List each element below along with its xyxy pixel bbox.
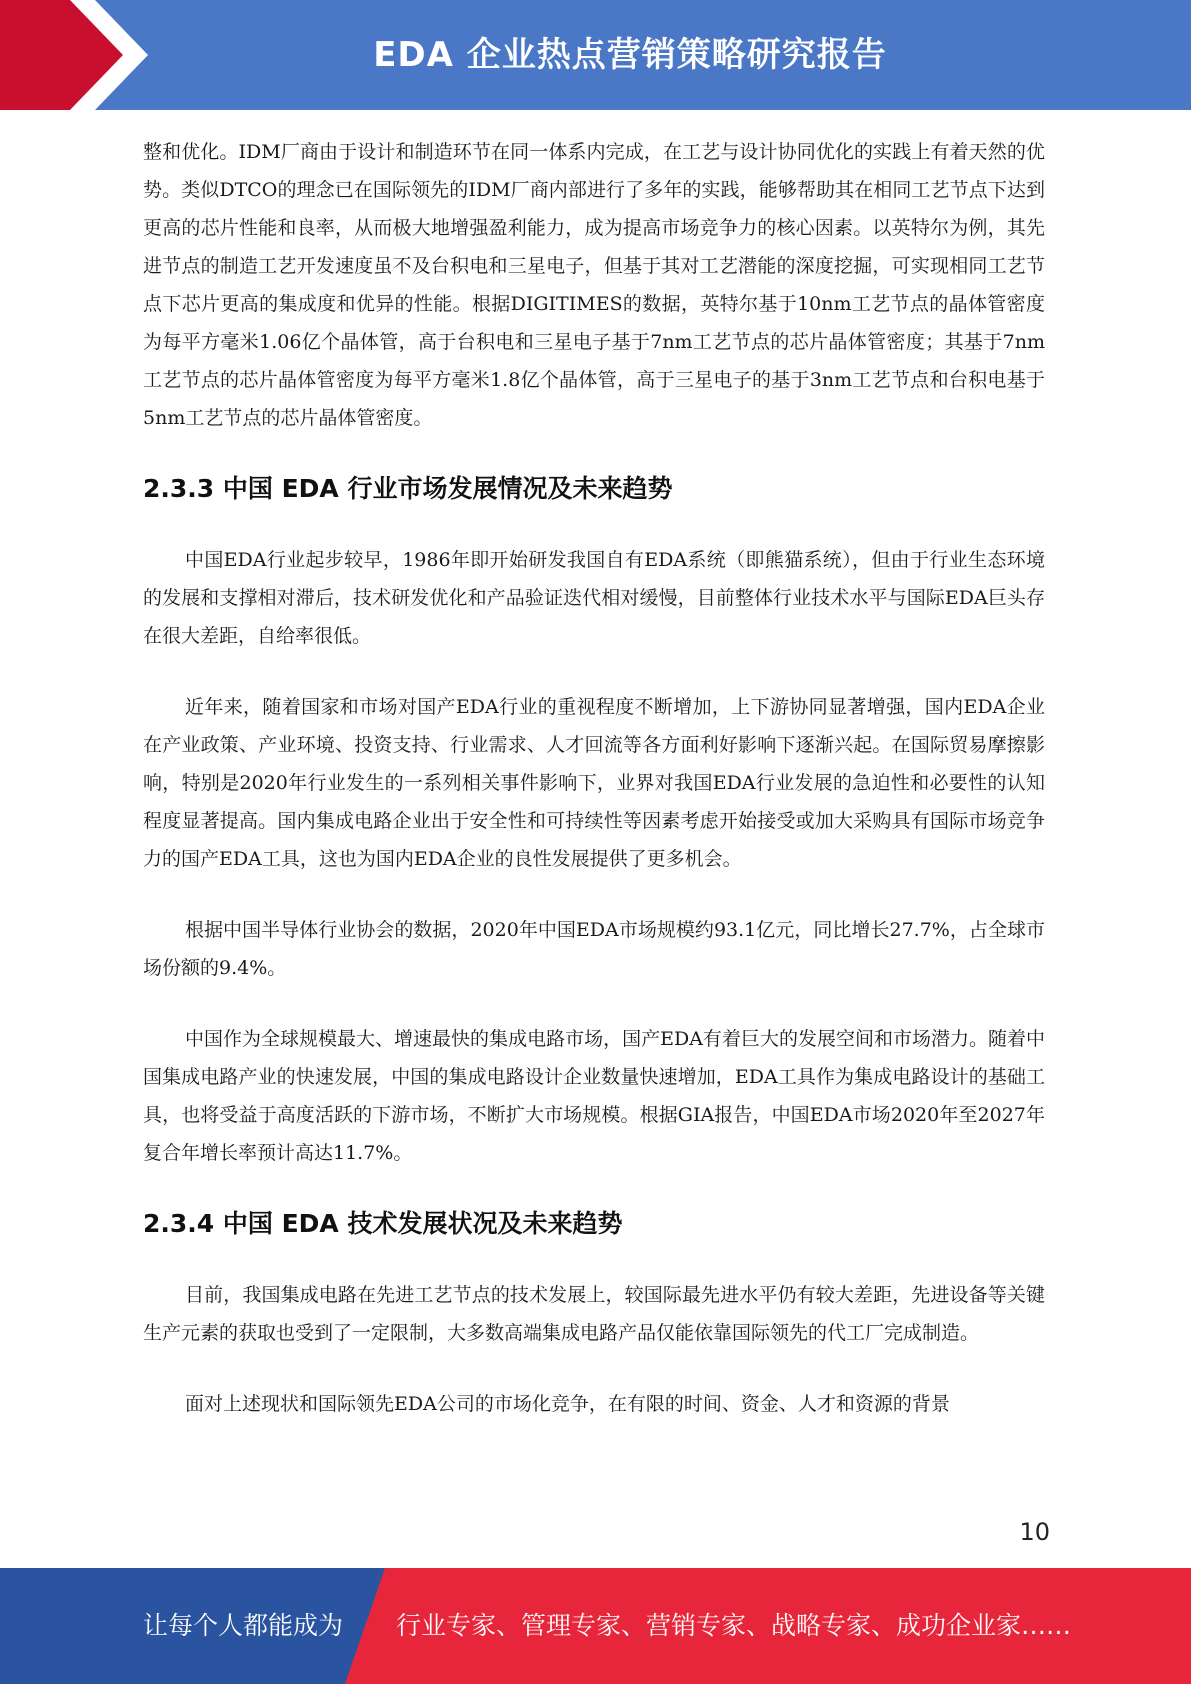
footer-slogan-left: 让每个人都能成为 bbox=[143, 1611, 344, 1640]
header-banner bbox=[0, 0, 1191, 110]
paragraph-tech-gap: 目前，我国集成电路在先进工艺节点的技术发展上，较国际最先进水平仍有较大差距，先进设备等关键生产元素的获取也受到了一定限制，大多数高端集成电路产品仅能依靠国际领先的代工厂完成制造。 bbox=[143, 1284, 1045, 1344]
paragraph-recent-years: 近年来，随着国家和市场对国产EDA行业的重视程度不断增加，上下游协同显著增强，国内EDA企业在产业政策、产业环境、投资支持、行业需求、人才回流等各方面利好影响下逐渐兴起。在国际贸易摩擦影响，特别是2020年行业发生的一系列相关事件影响下，业界对我国EDA行业发展的急迫性和必要性的认知程度显著提高。国内集成电路企业出于安全性和可持续性等因素考虑开始接受或加大采购具有国际市场竞争力的国产EDA工具，这也为国内EDA企业的良性发展提供了更多机会。 bbox=[143, 696, 1045, 870]
page-content bbox=[143, 133, 1045, 1423]
paragraph-dtco: 整和优化。IDM厂商由于设计和制造环节在同一体系内完成，在工艺与设计协同优化的实践上有着天然的优势。类似DTCO的理念已在国际领先的IDM厂商内部进行了多年的实践，能够帮助其在相同工艺节点下达到更高的芯片性能和良率，从而极大地增强盈利能力，成为提高市场竞争力的核心因素。以英特尔为例，其先进节点的制造工艺开发速度虽不及台积电和三星电子，但基于其对工艺潜能的深度挖掘，可实现相同工艺节点下芯片更高的集成度和优异的性能。根据DIGITIMES的数据，英特尔基于10nm工艺节点的晶体管密度为每平方毫米1.06亿个晶体管，高于台积电和三星电子基于7nm工艺节点的芯片晶体管密度；其基于7nm工艺节点的芯片晶体管密度为每平方毫米1.8亿个晶体管，高于三星电子的基于3nm工艺节点和台积电基于5nm工艺节点的芯片晶体管密度。 bbox=[143, 141, 1045, 429]
paragraph-market-potential: 中国作为全球规模最大、增速最快的集成电路市场，国产EDA有着巨大的发展空间和市场潜力。随着中国集成电路产业的快速发展，中国的集成电路设计企业数量快速增加，EDA工具作为集成电路设计的基础工具，也将受益于高度活跃的下游市场，不断扩大市场规模。根据GIA报告，中国EDA市场2020年至2027年复合年增长率预计高达11.7%。 bbox=[143, 1028, 1045, 1164]
report-title: EDA 企业热点营销策略研究报告 bbox=[373, 35, 887, 75]
section-heading-2-3-3: 2.3.3 中国 EDA 行业市场发展情况及未来趋势 bbox=[143, 474, 673, 503]
paragraph-history: 中国EDA行业起步较早，1986年即开始研发我国自有EDA系统（即熊猫系统），但由于行业生态环境的发展和支撑相对滞后，技术研发优化和产品验证迭代相对缓慢，目前整体行业技术水平与国际EDA巨头存在很大差距，自给率很低。 bbox=[143, 549, 1045, 647]
footer-slogan-right: 行业专家、管理专家、营销专家、战略专家、成功企业家…… bbox=[396, 1611, 1072, 1640]
paragraph-market-size: 根据中国半导体行业协会的数据，2020年中国EDA市场规模约93.1亿元，同比增长27.7%，占全球市场份额的9.4%。 bbox=[143, 919, 1045, 979]
page-number: 10 bbox=[1019, 1518, 1050, 1546]
footer-banner bbox=[0, 1568, 1191, 1684]
section-heading-2-3-4: 2.3.4 中国 EDA 技术发展状况及未来趋势 bbox=[143, 1209, 623, 1238]
paragraph-competition: 面对上述现状和国际领先EDA公司的市场化竞争，在有限的时间、资金、人才和资源的背景 bbox=[185, 1393, 950, 1415]
